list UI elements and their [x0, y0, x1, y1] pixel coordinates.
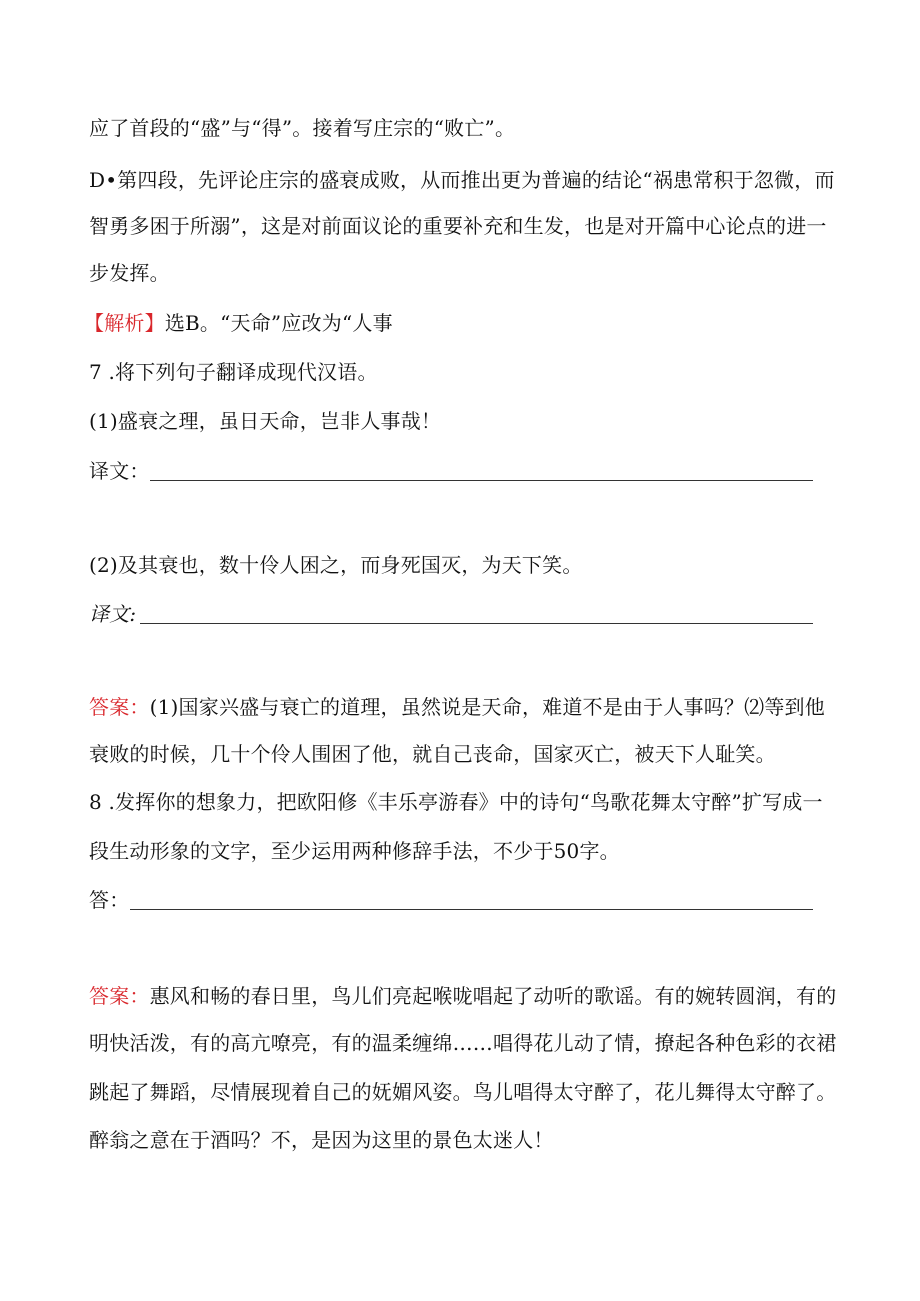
- translation-blank-1[interactable]: [150, 480, 813, 481]
- answer-blank-8[interactable]: [130, 909, 813, 910]
- translation-blank-2[interactable]: [140, 623, 813, 624]
- answer-8-line-2: 明快活泼，有的高亢嘹亮，有的温柔缠绵……唱得花儿动了情，撩起各种色彩的衣裙: [89, 1031, 837, 1055]
- paragraph-line: 应了首段的“盛”与“得”。接着写庄宗的“败亡”。: [89, 116, 516, 140]
- answer-8-line-4: 醉翁之意在于酒吗？不，是因为这里的景色太迷人！: [89, 1128, 554, 1152]
- question-7-1: (1)盛衰之理，虽日天命，岂非人事哉！: [89, 409, 442, 433]
- answer-label: 答案：: [89, 695, 150, 719]
- answer-text: 惠风和畅的春日里，鸟儿们亮起喉咙唱起了动听的歌谣。有的婉转圆润，有的: [149, 984, 837, 1008]
- analysis-text: 选B。“天命”应改为“人事: [164, 311, 393, 335]
- answer-8-line-3: 跳起了舞蹈，尽情展现着自己的妩媚风姿。鸟儿唱得太守醉了，花儿舞得太守醉了。: [89, 1080, 837, 1104]
- question-8-line-1: 8 .发挥你的想象力，把欧阳修《丰乐亭游春》中的诗句“鸟歌花舞太守醉”扩写成一: [89, 790, 823, 814]
- paragraph-line: D•第四段，先评论庄宗的盛衰成败，从而推出更为普遍的结论“祸患常积于忽微，而: [89, 168, 835, 192]
- paragraph-line: 步发挥。: [89, 261, 170, 285]
- question-7: 7 .将下列句子翻译成现代汉语。: [89, 360, 378, 384]
- answer-text: (1)国家兴盛与衰亡的道理，虽然说是天命，难道不是由于人事吗？⑵等到他: [149, 695, 825, 719]
- translation-label-1: 译文：: [89, 459, 150, 483]
- analysis-label: 【解析】: [84, 311, 165, 335]
- question-7-2: (2)及其衰也，数十伶人困之，而身死国灭，为天下笑。: [89, 553, 583, 577]
- question-8-line-2: 段生动形象的文字，至少运用两种修辞手法，不少于50字。: [89, 839, 620, 863]
- analysis-line: [84, 310, 393, 336]
- answer-7-line-1: [89, 694, 825, 720]
- answer-7-line-2: 衰败的时候，几十个伶人围困了他，就自己丧命，国家灭亡，被天下人耻笑。: [89, 742, 776, 766]
- translation-label-2: 译文:: [89, 602, 137, 626]
- answer-label: 答案：: [89, 984, 150, 1008]
- answer-8-line-1: [89, 983, 836, 1009]
- paragraph-line: 智勇多困于所溺”，这是对前面议论的重要补充和生发，也是对开篇中心论点的进一: [89, 214, 827, 238]
- answer-prompt-label: 答：: [89, 888, 130, 912]
